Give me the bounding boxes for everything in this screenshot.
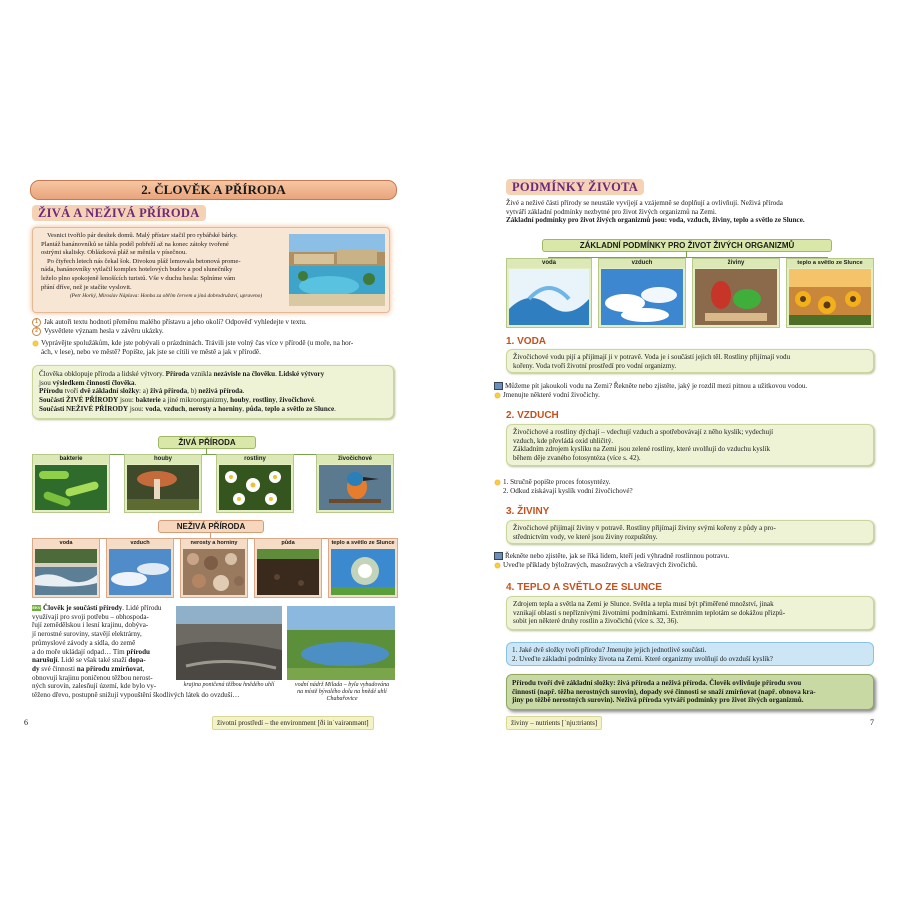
section-title-conditions: PODMÍNKY ŽIVOTA: [506, 179, 644, 195]
env-line: těženo dřevo, postupně snižují vypouštění škodlivých látek do ovzduší…: [32, 691, 240, 700]
tile-animals: živočichové: [316, 454, 394, 513]
clouds-photo: [601, 269, 683, 325]
sky-photo: [109, 549, 171, 595]
rocks-photo: [183, 549, 245, 595]
air-task-2: 2. Odkud získávají kyslík vodní živočichové?: [503, 486, 633, 495]
def-line: Člověka obklopuje příroda a lidské výtvory. Příroda vznikla nezávisle na člověku. Lidské výtvory: [39, 370, 325, 378]
subtitle-heat-light: 4. TEPLO A SVĚTLO ZE SLUNCE: [506, 582, 662, 593]
water-task-2: Jmenujte některé vodní živočichy.: [494, 391, 874, 400]
intro-line: Živé a neživé části přírody se neustále vyvíjejí a vzájemně se doplňují a ovlivňují. Neživá příroda: [506, 199, 783, 207]
tile-water: voda: [32, 538, 100, 598]
story-line: Po čtyřech letech nás čekal šok. Divokou pláž lemovala betonová prome-: [47, 257, 241, 265]
intro-line: vytváří základní podmínky nezbytné pro život živých organizmů na Zemi.: [506, 207, 717, 216]
question-1: 1 Jak autoři textu hodnotí přeměnu malého přístavu a jeho okolí? Odpověď vyhledejte v textu.: [32, 318, 392, 327]
lake-milada-photo: [287, 606, 395, 680]
vocab-footer-right: živiny – nutrients [ˈnju:triənts]: [506, 716, 602, 730]
definition-box: [32, 365, 394, 419]
subtitle-water: 1. VODA: [506, 336, 547, 347]
number-one-icon: 1: [32, 318, 41, 327]
right-page: [504, 172, 872, 732]
env-line: dy své činnosti na přírodu zmírňovat,: [32, 664, 145, 673]
nutrients-task-2: Uveďte příklady býložravých, masožravých a všežravých živočichů.: [494, 561, 874, 570]
tile-sunlight: teplo a světlo ze Slunce: [328, 538, 398, 598]
env-line: narušují. Lidé se však také snaží dopa-: [32, 656, 146, 665]
questions: [32, 318, 392, 356]
conditions-label: ZÁKLADNÍ PODMÍNKY PRO ŽIVOT ŽIVÝCH ORGANIZMŮ: [542, 239, 832, 252]
task-holiday-line2: ách, v lese), nebo ve městě? Popište, jak jste se cítili ve městě a jak v přírodě.: [41, 347, 261, 356]
summary-box: [506, 674, 874, 710]
env-line: obnovují krajinu poničenou těžbou nerost-: [32, 673, 153, 682]
sunflowers-photo: [789, 269, 871, 325]
nutrients-task-1: Řekněte nebo zjistěte, jak se říká lidem, kteří jedí výhradně rostlinnou potravu.: [494, 552, 874, 561]
story-source: (Petr Horký, Miroslav Náplava: Honba za obřím červem a jiná dobrodružství, upraveno): [69, 293, 263, 300]
air-line: Živočichové a rostliny dýchají – vdechují vzduch a spotřebovávají z něho kyslík; vydechují: [513, 428, 774, 436]
mushroom-photo: [127, 465, 199, 510]
env-line: a do moře ukládají odpad… Tím přírodu: [32, 647, 150, 656]
caption-lake: vodní nádrž Milada – byla vybudována na místě bývalého dolu na hnědé uhlí Chabařovice: [294, 682, 390, 702]
story-line: Vesnici tvořilo pár desítek domů. Malý přístav stačil pro rybářské bárky.: [47, 232, 238, 239]
def-line: jsou výsledkem činnosti člověka.: [39, 378, 137, 387]
nutrients-line: střednictvím vody, ve které jsou živiny rozpuštěny.: [513, 532, 658, 541]
heat-line: vznikají oblasti s nepříznivými životními podmínkami. Extrémním teplotám se dokážou přizpů-: [513, 608, 786, 617]
nutrients-box: [506, 520, 874, 544]
task-holiday: Vyprávějte spolužákům, kde jste pobývali o prázdninách. Trávili jste volný čas více v přírodě (u moře, na hor-: [32, 339, 392, 348]
story-line: leželo plno spokojeně lenošících turistů. Vše v duchu hesla: Splníme vám: [41, 274, 236, 282]
tile-plants: rostliny: [216, 454, 294, 513]
env-line: průmyslové závody a sídla, do země: [32, 638, 136, 647]
sun-task-icon: [494, 479, 501, 486]
section-title-living-nonliving: ŽIVÁ A NEŽIVÁ PŘÍRODA: [32, 205, 206, 221]
env-line: ných surovin, zalesňují území, kde bylo vy-: [32, 682, 157, 691]
kingfisher-photo: [319, 465, 391, 510]
caption-mining: krajina poničená těžbou hnědého uhlí: [183, 682, 275, 688]
tile-condition-nutrients: živiny: [692, 258, 780, 328]
heat-line: sobit jen některé druhy rostlin a živočichů (více s. 32, 36).: [513, 617, 679, 626]
number-two-icon: 2: [32, 327, 41, 336]
tile-condition-air: vzduch: [598, 258, 686, 328]
tile-soil: půda: [254, 538, 322, 598]
conditions-intro: [506, 199, 874, 225]
sun-task-icon: [32, 340, 39, 347]
page-number-left: 6: [24, 718, 28, 727]
tile-air: vzduch: [106, 538, 174, 598]
story-text: [41, 232, 291, 301]
def-line: Součásti ŽIVÉ PŘÍRODY jsou: bakterie a jiné mikroorganizmy, houby, rostliny, živočichové.: [39, 396, 316, 405]
living-nature-label: ŽIVÁ PŘÍRODA: [158, 436, 256, 449]
water-line: Živočichové vodu pijí a přijímají ji v potravě. Voda je i součástí jejich těl. Rostliny přijímají vodu: [513, 353, 791, 361]
summary-line: činností (např. těžba nerostných surovin), dopady své činnosti se snaží zmírňovat (např. obnova kra-: [512, 687, 816, 696]
heat-line: Zdrojem tepla a světla na Zemi je Slunce. Světla a tepla musí být přiměřené množství, jinak: [513, 600, 774, 608]
air-line: během děje zvaného fotosyntéza (více s. 42).: [513, 454, 641, 463]
vocab-footer-left: životní prostředí – the environment [ði inˈvairənmənt]: [212, 716, 374, 730]
story-line: náda, banánovníky vytlačil komplex hotelových budov a pod slunečníky: [41, 266, 233, 274]
tile-condition-sunlight: teplo a světlo ze Slunce: [786, 258, 874, 328]
def-line: Přírodu tvoří dvě základní složky: a) živá příroda, b) neživá příroda.: [39, 387, 245, 396]
def-line: Součásti NEŽIVÉ PŘÍRODY jsou: voda, vzduch, nerosty a horniny, půda, teplo a světlo ze Slunce.: [39, 404, 336, 413]
page-number-right: 7: [870, 718, 874, 727]
tile-minerals: nerosty a horniny: [180, 538, 248, 598]
mining-landscape-photo: [176, 606, 282, 680]
story-line: ostrými skalisky. Oblázková pláž se měnila v písečnou.: [41, 249, 187, 257]
air-task-1: 1. Stručně popište proces fotosyntézy.: [494, 478, 874, 487]
parrots-photo: [695, 269, 777, 325]
summary-line: jiny po těžbě nerostných surovin). Neživá příroda vytváří podmínky pro život živých organizmů.: [512, 696, 804, 705]
water-tasks: [494, 382, 874, 399]
air-line: vzduch, kde převládá oxid uhličitý.: [513, 436, 614, 445]
tile-fungi: houby: [124, 454, 202, 513]
air-tasks: [494, 478, 874, 495]
chapter-title: 2. ČLOVĚK A PŘÍRODA: [30, 180, 397, 200]
water-box: [506, 349, 874, 373]
story-box: [32, 227, 390, 313]
daisies-photo: [219, 465, 291, 510]
water-splash-photo: [509, 269, 589, 325]
resort-photo: [289, 234, 385, 306]
story-line: přání dříve, než je stačíte vyslovit.: [41, 283, 132, 291]
tile-bacteria: bakterie: [32, 454, 110, 513]
ekv-icon: EKV: [32, 605, 41, 611]
sun-task-icon: [494, 392, 501, 399]
question-2: 2 Vysvětlete význam hesla v závěru ukázky.: [32, 327, 392, 336]
left-page: [24, 172, 398, 732]
env-line: využívají pro svoji potřebu – obhospoda-: [32, 612, 149, 621]
river-photo: [35, 549, 97, 595]
nonliving-nature-label: NEŽIVÁ PŘÍRODA: [158, 520, 264, 533]
water-task-1: Můžeme pít jakoukoli vodu na Zemi? Řekněte nebo zjistěte, jaký je rozdíl mezi pitnou a užitkovou vodou.: [494, 382, 874, 391]
computer-icon: [494, 552, 503, 560]
subtitle-nutrients: 3. ŽIVINY: [506, 506, 550, 517]
env-line: EKV Člověk je součástí přírody. Lidé přírodu: [32, 604, 162, 612]
computer-icon: [494, 382, 503, 390]
nutrients-tasks: [494, 552, 874, 569]
intro-line: Základní podmínky pro život živých organizmů jsou: voda, vzduch, živiny, teplo a světlo ze Slunce.: [506, 216, 805, 225]
nutrients-line: Živočichové přijímají živiny v potravě. Rostliny přijímají živiny svými kořeny z půdy a pro-: [513, 524, 776, 532]
water-line: kořeny. Voda tvoří životní prostředí pro vodní organizmy.: [513, 361, 677, 370]
env-line: řují zemědělskou i lesní krajinu, dobýva-: [32, 621, 149, 630]
sun-task-icon: [494, 562, 501, 569]
air-box: [506, 424, 874, 466]
subtitle-air: 2. VZDUCH: [506, 410, 559, 421]
air-line: Základním zdrojem kyslíku na Zemi jsou zelené rostliny, které uvolňují do vzduchu kyslík: [513, 445, 771, 454]
soil-photo: [257, 549, 319, 595]
heat-light-box: [506, 596, 874, 630]
summary-line: Přírodu tvoří dvě základní složky: živá příroda a neživá příroda. Člověk ovlivňuje přírodu svou: [512, 679, 802, 687]
review-box: [506, 642, 874, 666]
review-line: 1. Jaké dvě složky tvoří přírodu? Jmenujte jejich jednotlivé součásti.: [512, 646, 707, 654]
review-line: 2. Uveďte základní podmínky života na Zemi. Které organizmy uvolňují do ovzduší kyslík?: [512, 654, 773, 663]
sun-photo: [331, 549, 395, 595]
env-line: jí nerostné suroviny, stavějí elektrárny,: [32, 630, 142, 639]
bacteria-photo: [35, 465, 107, 510]
story-line: Plantáž banánovníků se táhla podél pobřeží až na konec zátoky tvořené: [41, 240, 229, 248]
tile-condition-water: voda: [506, 258, 592, 328]
